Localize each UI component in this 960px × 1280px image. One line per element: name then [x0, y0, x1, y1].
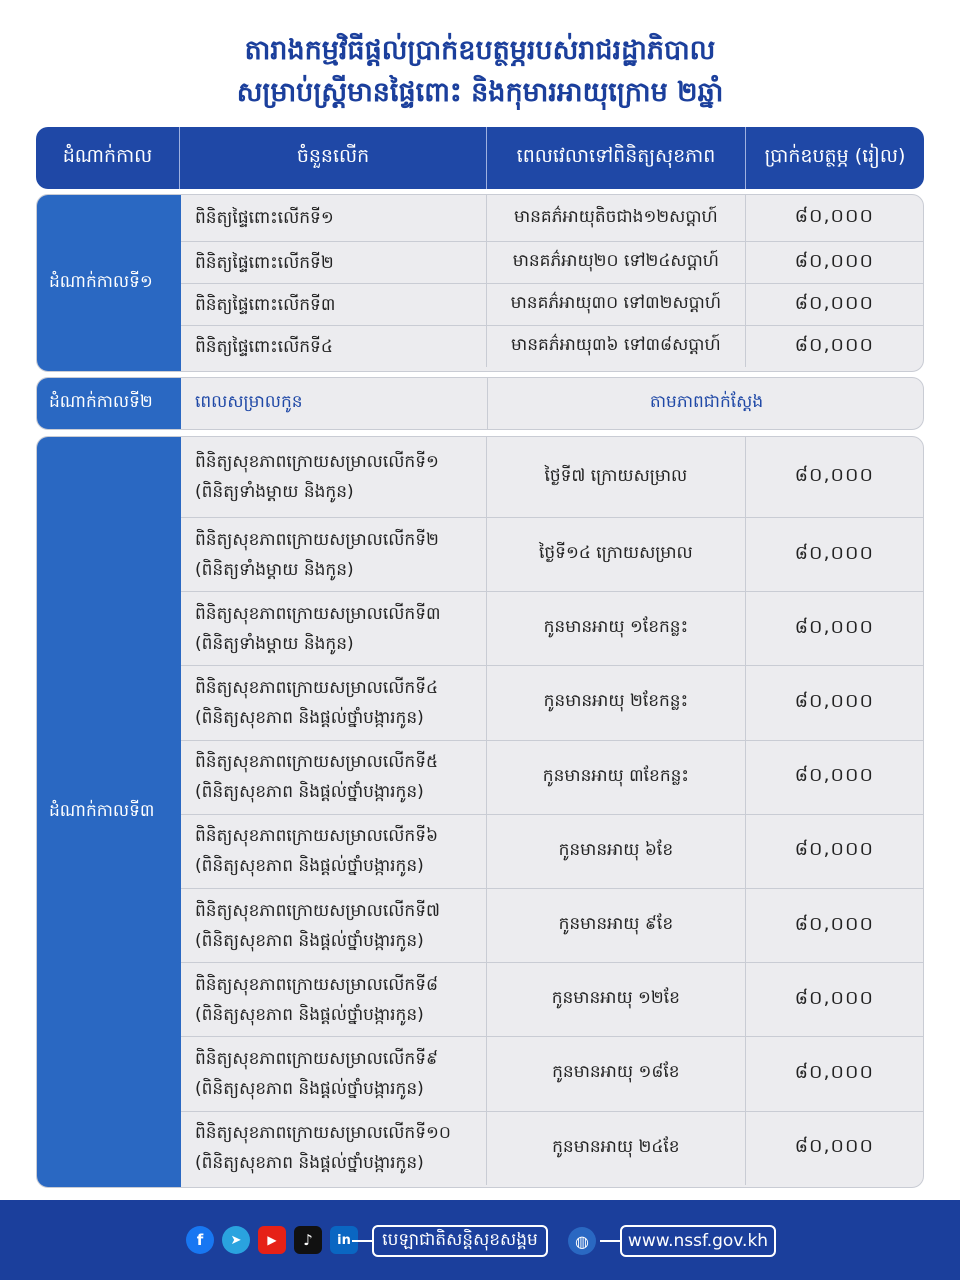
visit-label: ពិនិត្យផ្ទៃពោះលើកទី៣ — [195, 294, 336, 315]
visit-label: ពិនិត្យសុខភាពក្រោយសម្រាលលើកទី៧ — [195, 900, 440, 921]
time-cell: កូនមានអាយុ ៩ខែ — [487, 889, 745, 962]
linkedin-icon[interactable]: in — [330, 1226, 358, 1254]
telegram-icon[interactable]: ➤ — [222, 1226, 250, 1254]
social-icons — [186, 1225, 358, 1255]
stage2-visit: ពេលសម្រាលកូន — [181, 378, 488, 429]
visit-cell — [181, 889, 487, 962]
table-row — [181, 437, 923, 517]
facebook-icon[interactable]: f — [186, 1226, 214, 1254]
visit-sublabel: (ពិនិត្យសុខភាព និងផ្ដល់ថ្នាំបង្ការកូន) — [195, 1153, 424, 1174]
stage2-note: តាមភាពជាក់ស្ដែង — [649, 392, 764, 412]
visit-label: ពិនិត្យសុខភាពក្រោយសម្រាលលើកទី៦ — [195, 826, 439, 847]
amount-cell: ៨០,០០០ — [794, 838, 874, 861]
title-line-1: តារាងកម្មវិធីផ្ដល់ប្រាក់ឧបត្ថម្ភរបស់រាជរដ្ឋាភិបាល — [244, 35, 716, 66]
amount-cell: ៨០,០០០ — [794, 912, 874, 935]
amount-cell: ៨០,០០០ — [794, 615, 874, 638]
visit-cell — [181, 963, 487, 1036]
table-row — [181, 325, 923, 367]
table-row — [181, 962, 923, 1036]
website-link[interactable]: www.nssf.gov.kh — [620, 1225, 776, 1257]
table-row — [181, 665, 923, 739]
visit-cell — [181, 741, 487, 814]
table-row — [181, 888, 923, 962]
visit-sublabel: (ពិនិត្យទាំងម្ដាយ និងកូន) — [195, 559, 354, 580]
time-cell: កូនមានអាយុ ១៨ខែ — [487, 1037, 745, 1110]
visit-cell — [181, 1037, 487, 1110]
visit-label: ពិនិត្យផ្ទៃពោះលើកទី១ — [195, 208, 334, 228]
amount-cell: ៨០,០០០ — [794, 689, 874, 712]
time-cell: មានគភ៌អាយុ៣០ ទៅ៣២សប្ដាហ៍ — [487, 284, 745, 325]
visit-cell — [181, 815, 487, 888]
amount-cell: ៨០,០០០ — [794, 764, 874, 787]
visit-label: ពិនិត្យសុខភាពក្រោយសម្រាលលើកទី២ — [195, 529, 439, 550]
header-visits: ចំនួនលើក — [180, 127, 487, 189]
stage2-block — [36, 377, 924, 430]
page-title — [0, 30, 960, 114]
amount-cell: ៨០,០០០ — [794, 249, 874, 272]
amount-cell: ៨០,០០០ — [794, 986, 874, 1009]
time-cell: មានគភ៌អាយុ៣៦ ទៅ៣៨សប្ដាហ៍ — [487, 326, 745, 367]
visit-sublabel: (ពិនិត្យសុខភាព និងផ្ដល់ថ្នាំបង្ការកូន) — [195, 1078, 424, 1099]
stage1-label: ដំណាក់កាលទី១ — [37, 195, 181, 371]
stage2-label: ដំណាក់កាលទី២ — [37, 378, 181, 429]
amount-cell: ៨០,០០០ — [794, 541, 874, 564]
visit-cell — [181, 242, 487, 283]
amount-cell: ៨០,០០០ — [794, 333, 874, 356]
visit-label: ពិនិត្យសុខភាពក្រោយសម្រាលលើកទី១ — [195, 452, 439, 472]
visit-cell — [181, 592, 487, 665]
header-amount: ប្រាក់ឧបត្ថម្ភ (រៀល) — [764, 145, 906, 167]
visit-label: ពិនិត្យសុខភាពក្រោយសម្រាលលើកទី៤ — [195, 677, 439, 698]
time-cell: ថ្ងៃទី១៤ ក្រោយសម្រាល — [487, 518, 745, 591]
globe-icon[interactable]: ◍ — [568, 1227, 596, 1255]
time-cell: កូនមានអាយុ ២៤ខែ — [487, 1112, 745, 1185]
footer-divider-2 — [600, 1240, 620, 1242]
table-row — [181, 195, 923, 241]
visit-sublabel: (ពិនិត្យសុខភាព និងផ្ដល់ថ្នាំបង្ការកូន) — [195, 930, 424, 951]
visit-label: ពិនិត្យសុខភាពក្រោយសម្រាលលើកទី១០ — [195, 1123, 451, 1144]
stage1-block — [36, 194, 924, 372]
header-time: ពេលវេលាទៅពិនិត្យសុខភាព — [487, 127, 746, 189]
visit-cell — [181, 518, 487, 591]
org-name: បេឡាជាតិសន្តិសុខសង្គម — [372, 1225, 548, 1257]
time-cell: កូនមានអាយុ ១ខែកន្លះ — [487, 592, 745, 665]
visit-label: ពិនិត្យផ្ទៃពោះលើកទី២ — [195, 252, 334, 273]
visit-label: ពិនិត្យសុខភាពក្រោយសម្រាលលើកទី៨ — [195, 974, 439, 995]
table-row — [181, 740, 923, 814]
visit-sublabel: (ពិនិត្យសុខភាព និងផ្ដល់ថ្នាំបង្ការកូន) — [195, 782, 424, 803]
time-cell: កូនមានអាយុ ២ខែកន្លះ — [487, 666, 745, 739]
visit-sublabel: (ពិនិត្យទាំងម្ដាយ និងកូន) — [195, 633, 354, 654]
visit-cell — [181, 326, 487, 367]
amount-cell: ៨០,០០០ — [794, 464, 874, 486]
visit-sublabel: (ពិនិត្យសុខភាព និងផ្ដល់ថ្នាំបង្ការកូន) — [195, 856, 424, 877]
visit-label: ពិនិត្យផ្ទៃពោះលើកទី៤ — [195, 336, 333, 357]
time-cell: កូនមានអាយុ ១២ខែ — [487, 963, 745, 1036]
visit-cell — [181, 437, 487, 517]
table-row — [181, 517, 923, 591]
footer-divider — [352, 1240, 372, 1242]
visit-sublabel: (ពិនិត្យសុខភាព និងផ្ដល់ថ្នាំបង្ការកូន) — [195, 707, 424, 728]
youtube-icon[interactable]: ▶ — [258, 1226, 286, 1254]
visit-label: ពិនិត្យសុខភាពក្រោយសម្រាលលើកទី៣ — [195, 603, 441, 624]
table-row — [181, 591, 923, 665]
time-cell: កូនមានអាយុ ៦ខែ — [487, 815, 745, 888]
title-line-2: សម្រាប់ស្ត្រីមានផ្ទៃពោះ និងកុមារអាយុក្រោម ២ឆ្នាំ — [236, 77, 724, 108]
table-row — [181, 241, 923, 283]
table-row — [181, 1036, 923, 1110]
time-cell: មានគភ៌អាយុ២០ ទៅ២៤សប្ដាហ៍ — [487, 242, 745, 283]
amount-cell: ៨០,០០០ — [794, 205, 874, 227]
time-cell: មានគភ៌អាយុតិចជាង១២សប្ដាហ៍ — [487, 195, 745, 241]
visit-cell — [181, 195, 487, 241]
time-cell: ថ្ងៃទី៧ ក្រោយសម្រាល — [487, 437, 745, 517]
visit-sublabel: (ពិនិត្យទាំងម្ដាយ និងកូន) — [195, 482, 354, 502]
visit-cell — [181, 666, 487, 739]
table-row — [181, 814, 923, 888]
stage3-block — [36, 436, 924, 1188]
stage3-label: ដំណាក់កាលទី៣ — [37, 437, 181, 1187]
visit-label: ពិនិត្យសុខភាពក្រោយសម្រាលលើកទី៩ — [195, 1048, 439, 1069]
amount-cell: ៨០,០០០ — [794, 1060, 874, 1083]
amount-cell: ៨០,០០០ — [794, 1135, 874, 1158]
header-stage: ដំណាក់កាល — [36, 127, 180, 189]
visit-sublabel: (ពិនិត្យសុខភាព និងផ្ដល់ថ្នាំបង្ការកូន) — [195, 1004, 424, 1025]
tiktok-icon[interactable]: ♪ — [294, 1226, 322, 1254]
table-row — [181, 283, 923, 325]
amount-cell: ៨០,០០០ — [794, 291, 874, 314]
table-row — [181, 1111, 923, 1185]
time-cell: កូនមានអាយុ ៣ខែកន្លះ — [487, 741, 745, 814]
visit-cell — [181, 284, 487, 325]
visit-cell — [181, 1112, 487, 1185]
visit-label: ពិនិត្យសុខភាពក្រោយសម្រាលលើកទី៥ — [195, 752, 439, 773]
table-header — [36, 127, 924, 189]
